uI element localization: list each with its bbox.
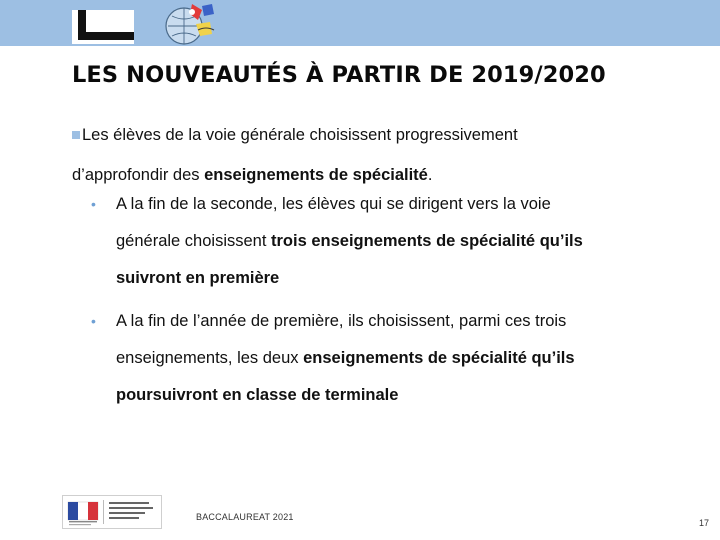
sub-bullet-2 bbox=[91, 303, 676, 414]
bullet-dot-icon: • bbox=[91, 196, 96, 212]
sub-bullet-1-line-3 bbox=[116, 260, 676, 297]
page-number: 17 bbox=[699, 518, 710, 528]
sub-bullet-2-line-2-pre: enseignements, les deux bbox=[116, 349, 304, 367]
l-shape-logo bbox=[72, 10, 134, 44]
intro-line-2-post: . bbox=[427, 166, 433, 184]
intro-line-2-pre: d’approfondir des bbox=[72, 166, 205, 184]
sub-bullet-2-line-1: A la fin de l’année de première, ils choisissent, parmi ces trois bbox=[116, 312, 567, 330]
sub-bullet-1 bbox=[91, 186, 676, 297]
sub-bullet-1-line-2-pre: générale choisissent bbox=[116, 232, 272, 250]
bullet-dot-icon: • bbox=[91, 313, 96, 329]
globe-emblem bbox=[162, 0, 220, 48]
intro-line-1 bbox=[72, 115, 692, 155]
sub-bullet-1-line-3-bold: suivront en première bbox=[116, 269, 280, 287]
intro-line-2-bold: enseignements de spécialité bbox=[204, 166, 428, 184]
sub-bullet-1-line-1: A la fin de la seconde, les élèves qui se dirigent vers la voie bbox=[116, 195, 551, 213]
sub-bullet-2-line-3-bold: poursuivront en classe de terminale bbox=[116, 386, 399, 404]
sub-bullet-1-line-2-bold: trois enseignements de spécialité qu’ils bbox=[271, 232, 583, 250]
sub-bullet-2-line-2-bold: enseignements de spécialité qu’ils bbox=[303, 349, 575, 367]
sub-bullet-2-line-3 bbox=[116, 377, 676, 414]
sub-bullet-1-line-2 bbox=[116, 223, 676, 260]
ministry-logo bbox=[62, 495, 162, 529]
intro-line-1-text: Les élèves de la voie générale choisissent progressivement bbox=[82, 126, 518, 144]
sub-bullet-2-line-2 bbox=[116, 340, 676, 377]
intro-paragraph bbox=[72, 115, 692, 195]
slide-title: LES NOUVEAUTÉS À PARTIR DE 2019/2020 bbox=[72, 62, 606, 88]
footer-text: BACCALAUREAT 2021 bbox=[196, 512, 294, 522]
square-bullet-icon bbox=[72, 131, 80, 139]
